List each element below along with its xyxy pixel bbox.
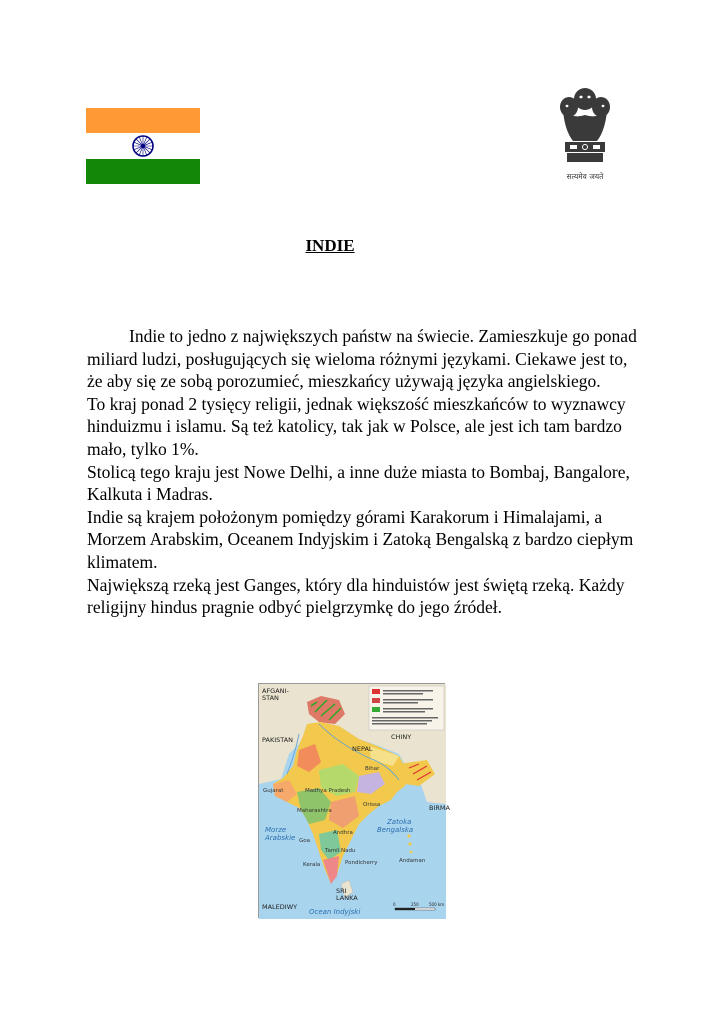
map-label-china: CHINY [391, 733, 412, 741]
map-label-pakistan: PAKISTAN [262, 736, 294, 744]
map-label-bay-of-bengal: Zatoka [387, 818, 412, 826]
svg-text:Bihar: Bihar [365, 766, 380, 772]
ashoka-chakra-icon [133, 136, 153, 156]
svg-text:Gujarat: Gujarat [263, 788, 284, 794]
india-flag [86, 108, 200, 184]
svg-text:LANKA: LANKA [336, 894, 358, 902]
emblem-motto: सत्यमेव जयते [566, 172, 604, 181]
page-title: INDIE [305, 236, 355, 255]
svg-text:250: 250 [411, 902, 419, 907]
svg-text:Maharashtra: Maharashtra [297, 808, 332, 814]
svg-text:Bengalska: Bengalska [377, 826, 414, 834]
india-map [258, 683, 450, 918]
paragraph: To kraj ponad 2 tysięcy religii, jednak większość mieszkańców to wyznawcy hinduizmu i islamu. Są też katolicy, tak jak w Polsce, ale jest ich tam bardzo mało, tylko 1%. [87, 393, 626, 459]
map-label-indian-ocean: Ocean Indyjski [309, 908, 361, 916]
paragraph: Największą rzeką jest Ganges, który dla hinduistów jest świętą rzeką. Każdy religijny hindus pragnie odbyć pielgrzymkę do jego źródeł. [87, 574, 625, 618]
body-text [87, 325, 647, 619]
svg-text:Andaman: Andaman [399, 858, 426, 864]
paragraph: Indie są krajem położonym pomiędzy górami Karakorum i Himalajami, a Morzem Arabskim, Oceanem Indyjskim i Zatoką Bengalską z bardzo ciepłym klimatem. [87, 506, 634, 572]
map-label-nepal: NEPAL [352, 745, 373, 753]
svg-text:Kerala: Kerala [303, 862, 321, 868]
svg-text:Andhra: Andhra [333, 830, 353, 836]
flag-saffron-stripe [86, 108, 200, 133]
map-label-birma: BIRMA [429, 804, 450, 812]
map-label-afghanistan: AFGANI- [262, 687, 289, 695]
svg-text:Tamil Nadu: Tamil Nadu [325, 848, 356, 854]
svg-text:0: 0 [393, 902, 396, 907]
flag-green-stripe [86, 159, 200, 184]
map-label-sri-lanka: SRI [336, 887, 347, 895]
paragraph: Indie to jedno z największych państw na świecie. Zamieszkuje go ponad miliard ludzi, posługujących się wieloma różnymi językami. Ciekawe jest to, że aby się ze sobą porozumieć, mieszkańcy używają języka angielskiego. [87, 326, 637, 392]
map-label-arabian-sea: Morze [265, 826, 287, 834]
paragraph: Stolicą tego kraju jest Nowe Delhi, a inne duże miasta to Bombaj, Bangalore, Kalkuta i Madras. [87, 461, 630, 505]
svg-text:Goa: Goa [299, 838, 310, 844]
svg-text:STAN: STAN [262, 694, 279, 702]
svg-text:Arabskie: Arabskie [265, 834, 296, 842]
svg-text:Madhya Pradesh: Madhya Pradesh [305, 788, 351, 794]
svg-text:Orissa: Orissa [363, 802, 381, 808]
svg-text:500 km: 500 km [429, 902, 445, 907]
svg-text:Pondicherry: Pondicherry [345, 860, 378, 866]
state-emblem [557, 85, 613, 185]
map-label-maldives: MALEDIWY [262, 903, 298, 911]
ashoka-lion-capital-icon [557, 85, 613, 185]
